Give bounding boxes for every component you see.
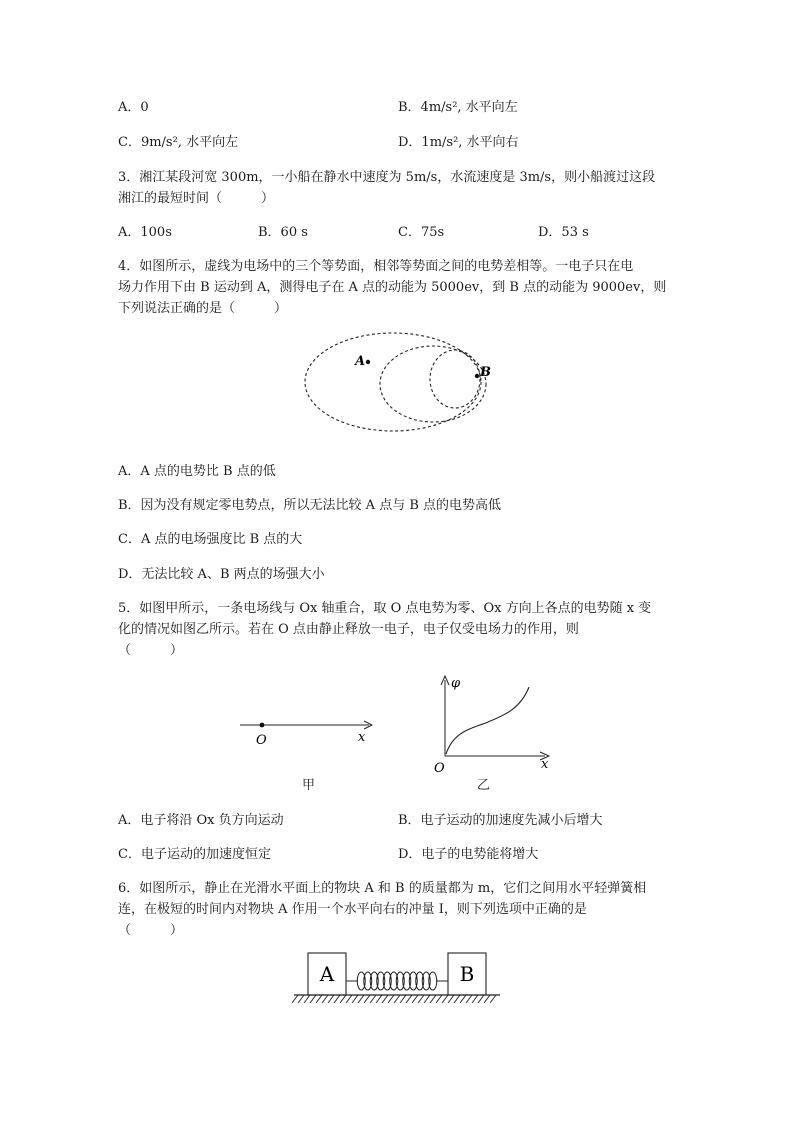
- point-b: [475, 374, 479, 378]
- figure-jia-caption: 甲: [302, 778, 316, 793]
- hatch-stroke: [340, 995, 346, 1003]
- origin-label: O: [256, 733, 267, 748]
- q3-option-b: B．60 s: [258, 225, 308, 240]
- hatch-stroke: [466, 995, 472, 1003]
- yi-x-axis-label: x: [541, 757, 549, 772]
- hatch-stroke: [364, 995, 370, 1003]
- hatch-stroke: [424, 995, 430, 1003]
- hatch-stroke: [406, 995, 412, 1003]
- block-a-label: A: [319, 962, 335, 986]
- q5-option-b: B．电子运动的加速度先减小后增大: [398, 813, 603, 828]
- q4-stem-line2: 场力作用下由 B 运动到 A，测得电子在 A 点的动能为 5000ev，到 B 点的动能为 9000ev，则: [118, 280, 667, 295]
- q4-stem-line1: 4．如图所示，虚线为电场中的三个等势面，相邻等势面之间的电势差相等。一电子只在电: [118, 259, 634, 274]
- hatch-stroke: [448, 995, 454, 1003]
- hatch-stroke: [334, 995, 340, 1003]
- hatch-stroke: [418, 995, 424, 1003]
- q2-option-b: B．4m/s², 水平向左: [398, 100, 518, 115]
- outer-equipotential: [305, 333, 481, 431]
- hatch-stroke: [394, 995, 400, 1003]
- q5-stem-line2: 化的情况如图乙所示。若在 O 点由静止释放一电子，电子仅受电场力的作用，则: [118, 622, 579, 637]
- phi-axis-label: φ: [451, 676, 461, 691]
- hatch-stroke: [346, 995, 352, 1003]
- hatch-stroke: [430, 995, 436, 1003]
- q4-option-d: D．无法比较 A、B 两点的场强大小: [118, 567, 325, 582]
- q4-option-a: A．A 点的电势比 B 点的低: [118, 464, 276, 479]
- hatch-stroke: [412, 995, 418, 1003]
- hatch-stroke: [358, 995, 364, 1003]
- figure-jia-field-line: [236, 710, 382, 750]
- hatch-stroke: [310, 995, 316, 1003]
- q5-stem-line3: （ ）: [118, 643, 184, 658]
- x-axis-label: x: [358, 730, 366, 745]
- q3-stem-line1: 3．湘江某段河宽 300m，一小船在静水中速度为 5m/s，水流速度是 3m/s，则小船渡过这段: [118, 170, 656, 185]
- equipotential-figure: [300, 328, 500, 440]
- q4-option-c: C．A 点的电场强度比 B 点的大: [118, 532, 303, 547]
- label-a: A: [355, 354, 366, 369]
- block-b-label: B: [459, 962, 475, 986]
- q5-option-c: C．电子运动的加速度恒定: [118, 847, 271, 862]
- q3-stem-line2: 湘江的最短时间（ ）: [118, 191, 275, 206]
- hatch-stroke: [442, 995, 448, 1003]
- spring-blocks-figure: [292, 948, 502, 1010]
- q6-stem-line2: 连，在极短的时间内对物块 A 作用一个水平向右的冲量 I，则下列选项中正确的是: [118, 902, 587, 917]
- hatch-stroke: [436, 995, 442, 1003]
- q6-stem-line1: 6．如图所示，静止在光滑水平面上的物块 A 和 B 的质量都为 m，它们之间用水平轻弹簧相: [118, 881, 647, 896]
- hatch-stroke: [472, 995, 478, 1003]
- hatch-stroke: [382, 995, 388, 1003]
- hatch-stroke: [322, 995, 328, 1003]
- hatch-stroke: [400, 995, 406, 1003]
- hatch-stroke: [316, 995, 322, 1003]
- hatch-stroke: [490, 995, 496, 1003]
- hatch-stroke: [478, 995, 484, 1003]
- hatch-stroke: [298, 995, 304, 1003]
- q3-option-d: D．53 s: [538, 225, 589, 240]
- q2-option-c: C．9m/s², 水平向左: [118, 135, 239, 150]
- q3-option-c: C．75s: [398, 225, 445, 240]
- q2-option-a: A．0: [118, 100, 149, 115]
- middle-equipotential: [380, 346, 486, 422]
- potential-curve: [446, 687, 529, 754]
- q5-option-d: D．电子的电势能将增大: [398, 847, 539, 862]
- q5-option-a: A．电子将沿 Ox 负方向运动: [118, 813, 284, 828]
- q2-option-d: D．1m/s², 水平向右: [398, 135, 519, 150]
- hatch-stroke: [352, 995, 358, 1003]
- hatch-stroke: [292, 995, 298, 1003]
- q6-stem-line3: （ ）: [118, 923, 184, 938]
- q4-option-b: B．因为没有规定零电势点，所以无法比较 A 点与 B 点的电势高低: [118, 498, 502, 513]
- hatch-stroke: [388, 995, 394, 1003]
- hatch-stroke: [460, 995, 466, 1003]
- q5-stem-line1: 5．如图甲所示，一条电场线与 Ox 轴重合，取 O 点电势为零、Ox 方向上各点的电势随 x 变: [118, 601, 652, 616]
- hatch-stroke: [454, 995, 460, 1003]
- q3-option-a: A．100s: [118, 225, 172, 240]
- point-a: [366, 360, 370, 364]
- hatch-stroke: [376, 995, 382, 1003]
- yi-origin-label: O: [434, 761, 445, 776]
- label-b: B: [480, 365, 491, 380]
- figure-yi-caption: 乙: [477, 778, 491, 793]
- spring: [346, 972, 448, 990]
- hatch-stroke: [328, 995, 334, 1003]
- q4-stem-line3: 下列说法正确的是（ ）: [118, 301, 288, 316]
- figure-yi-potential-graph: [430, 670, 554, 776]
- hatch-stroke: [370, 995, 376, 1003]
- hatch-stroke: [484, 995, 490, 1003]
- origin-point: [260, 723, 265, 728]
- inner-equipotential: [430, 350, 480, 408]
- hatch-stroke: [304, 995, 310, 1003]
- ground-hatching: [292, 995, 496, 1003]
